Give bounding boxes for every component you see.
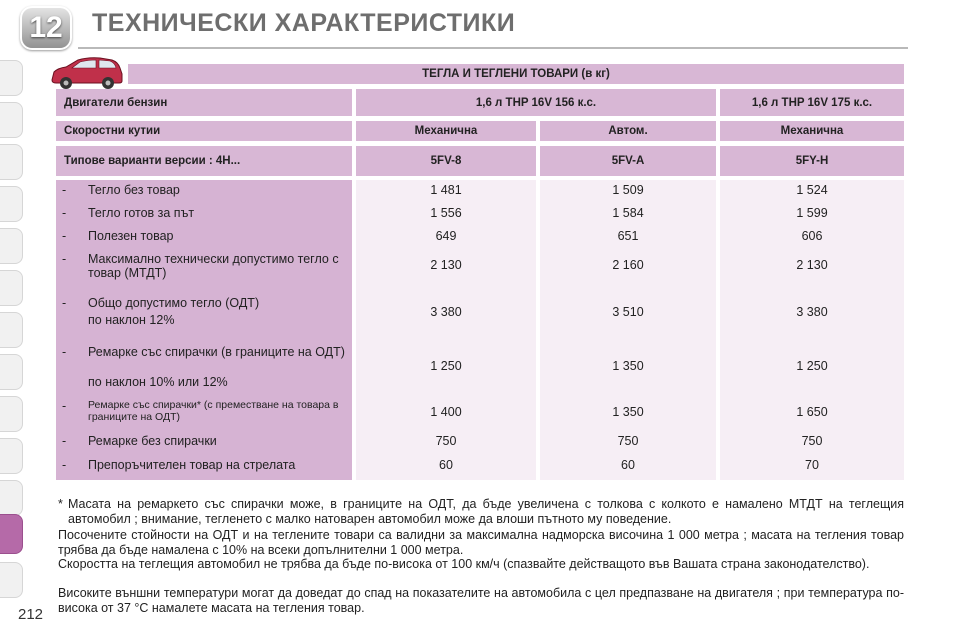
engine-label: Двигатели бензин (56, 89, 352, 116)
page-number: 212 (18, 606, 44, 623)
side-tab[interactable] (0, 60, 23, 96)
row-text: Полезен товар (88, 229, 174, 243)
row-subtext: по наклон 12% (88, 313, 175, 327)
variant-3: 5FY-H (720, 146, 904, 176)
gearbox-3: Механична (720, 121, 904, 141)
table-cell: 1 250 (796, 359, 828, 373)
row-dash: - (62, 229, 67, 243)
car-icon (48, 56, 126, 92)
table-cell: 750 (435, 434, 457, 448)
side-tab[interactable] (0, 562, 23, 598)
table-cell: 651 (617, 229, 639, 243)
row-text: Общо допустимо тегло (ОДТ) (88, 296, 260, 310)
table-cell: 649 (435, 229, 457, 243)
side-tab[interactable] (0, 144, 23, 180)
side-tab[interactable] (0, 438, 23, 474)
table-title: ТЕГЛА И ТЕГЛЕНИ ТОВАРИ (в кг) (128, 64, 904, 84)
row-text: Ремарке без спирачки (88, 434, 217, 448)
side-tab[interactable] (0, 354, 23, 390)
footnote-text: Масата на ремаркето със спирачки може, в границите на ОДТ, да бъде увеличена с толкова с колкото е намалено МТДТ на теглещия автомобил ; внимание, тегленето с малко натоварен автомобил може да влоши пътното му поведение. (68, 497, 904, 526)
table-cell: 1 584 (612, 206, 644, 220)
side-tab[interactable] (0, 186, 23, 222)
table-cell: 3 380 (430, 305, 462, 319)
engine-156: 1,6 л THP 16V 156 к.с. (356, 89, 716, 116)
variant-2: 5FV-A (540, 146, 716, 176)
row-text: Препоръчителен товар на стрелата (88, 458, 296, 472)
side-tab[interactable] (0, 396, 23, 432)
table-cell: 1 350 (612, 359, 644, 373)
gearbox-1: Механична (356, 121, 536, 141)
side-tab[interactable] (0, 312, 23, 348)
note-paragraph-altitude: Посочените стойности на ОДТ и на теглените товари са валидни за максимална надморска височина 1 000 метра ; масата на тегления товар трябва да бъде намалена с 10% на всеки допълнителни 1 000 метра. (58, 528, 904, 557)
gearbox-2: Автом. (540, 121, 716, 141)
side-tab[interactable] (0, 480, 23, 516)
table-cell: 1 481 (430, 183, 462, 197)
engine-175: 1,6 л THP 16V 175 к.с. (720, 89, 904, 116)
row-subtext: по наклон 10% или 12% (88, 375, 228, 389)
table-cell: 750 (801, 434, 823, 448)
row-dash: - (62, 434, 67, 448)
table-cell: 3 380 (796, 305, 828, 319)
table-cell: 60 (439, 458, 453, 472)
table-cell: 1 650 (796, 405, 828, 419)
variant-1: 5FV-8 (356, 146, 536, 176)
row-text: Ремарке със спирачки* (с преместване на товара в границите на ОДТ) (88, 399, 339, 423)
row-text: Тегло готов за път (88, 206, 195, 220)
note-paragraph-temperature: Високите външни температури могат да доведат до спад на показателите на автомобила с цел предпазване на двигателя ; при температура по-висока от 37 °C намалете масата на тегления товар. (58, 586, 904, 615)
table-cell: 1 556 (430, 206, 462, 220)
note-paragraph-speed: Скоростта на теглещия автомобил не трябва да бъде по-висока от 100 км/ч (спазвайте действащото във Вашата страна законодателство). (58, 557, 870, 571)
row-dash: - (62, 296, 67, 310)
table-cell: 1 400 (430, 405, 462, 419)
table-cell: 606 (801, 229, 823, 243)
footnote-star: * (58, 497, 63, 511)
page-title: ТЕХНИЧЕСКИ ХАРАКТЕРИСТИКИ (92, 9, 516, 37)
footnote (58, 497, 904, 526)
side-tab[interactable] (0, 102, 23, 138)
row-text: Тегло без товар (88, 183, 180, 197)
table-cell: 60 (621, 458, 635, 472)
row-text: Ремарке със спирачки (в границите на ОДТ) (88, 345, 345, 359)
side-tab-active[interactable] (0, 514, 23, 554)
row-dash: - (62, 183, 67, 197)
row-dash: - (62, 206, 67, 220)
table-cell: 1 350 (612, 405, 644, 419)
side-tab[interactable] (0, 228, 23, 264)
row-text: Максимално технически допустимо тегло с товар (МТДТ) (88, 252, 339, 280)
table-cell: 750 (617, 434, 639, 448)
chapter-number-badge: 12 (20, 6, 72, 50)
table-cell: 1 524 (796, 183, 828, 197)
side-tab-strip (0, 0, 30, 640)
row-dash: - (62, 458, 67, 472)
table-cell: 2 160 (612, 258, 644, 272)
row-dash: - (62, 252, 67, 266)
table-cell: 70 (805, 458, 819, 472)
table-cell: 1 509 (612, 183, 644, 197)
table-cell: 1 250 (430, 359, 462, 373)
row-dash: - (62, 345, 67, 359)
table-cell: 2 130 (796, 258, 828, 272)
side-tab[interactable] (0, 270, 23, 306)
table-cell: 1 599 (796, 206, 828, 220)
gearbox-label: Скоростни кутии (56, 121, 352, 141)
row-dash: - (62, 399, 67, 413)
table-cell: 2 130 (430, 258, 462, 272)
header-divider (78, 47, 908, 49)
table-cell: 3 510 (612, 305, 644, 319)
variant-label: Типове варианти версии : 4H... (56, 146, 352, 176)
